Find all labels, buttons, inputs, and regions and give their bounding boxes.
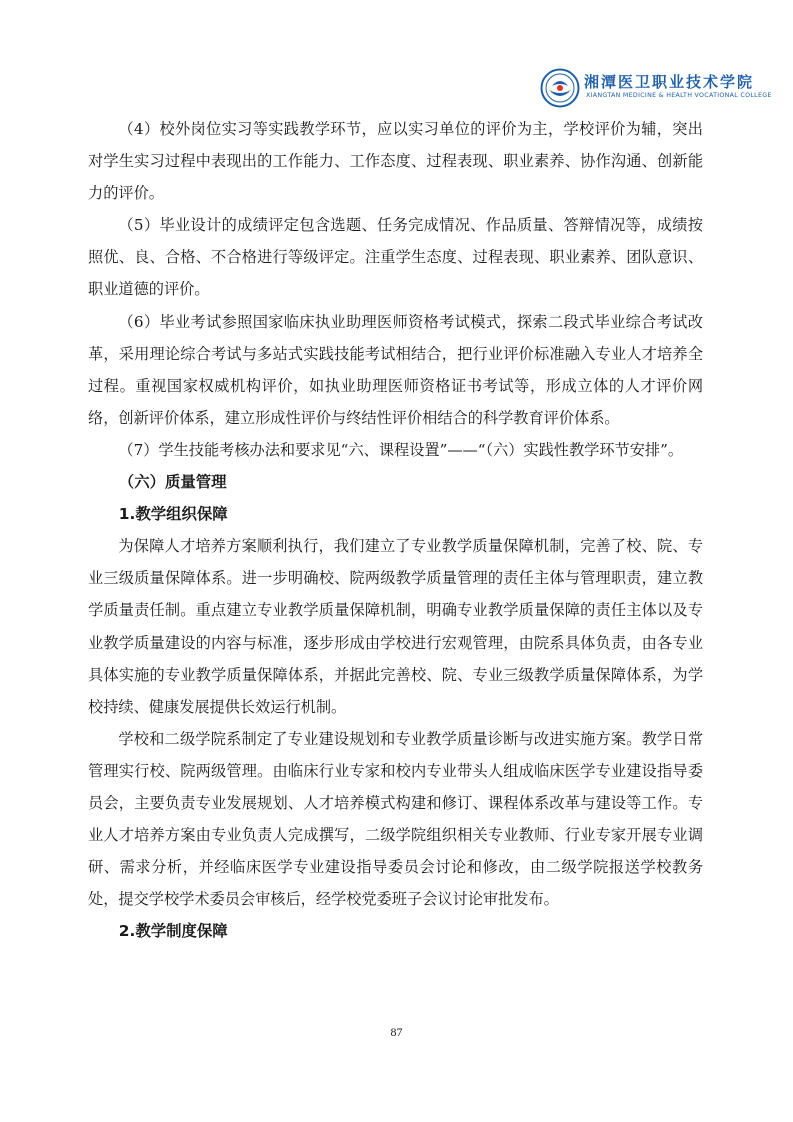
college-name-english: XIANGTAN MEDICINE & HEALTH VOCATIONAL COLLEGE bbox=[586, 92, 772, 99]
paragraph-6: （6）毕业考试参照国家临床执业助理医师资格考试模式，探索二段式毕业综合考试改革，采用理论综合考试与多站式实践技能考试相结合，把行业评价标准融入专业人才培养全过程。重视国家权威机构评价，如执业助理医师资格证书考试等，形成立体的人才评价网络，创新评价体系，建立形成性评价与终结性评价相结合的科学教育评价体系。 bbox=[88, 312, 703, 427]
subsection-heading-1: 1.教学组织保障 bbox=[118, 505, 228, 524]
college-name: 湘潭医卫职业技术学院 bbox=[584, 73, 755, 91]
college-emblem-icon bbox=[540, 68, 580, 108]
subsection-heading-2: 2.教学制度保障 bbox=[118, 922, 228, 941]
section-heading: （六）质量管理 bbox=[118, 473, 227, 492]
paragraph-7: （7）学生技能考核办法和要求见“六、课程设置”——“（六）实践性教学环节安排”。 bbox=[118, 440, 684, 459]
page-number: 87 bbox=[390, 1025, 403, 1039]
document-body bbox=[88, 113, 703, 947]
paragraph-4: （4）校外岗位实习等实践教学环节，应以实习单位的评价为主，学校评价为辅，突出对学生实习过程中表现出的工作能力、工作态度、过程表现、职业素养、协作沟通、创新能力的评价。 bbox=[88, 120, 703, 203]
paragraph-5: （5）毕业设计的成绩评定包含选题、任务完成情况、作品质量、答辩情况等，成绩按照优、良、合格、不合格进行等级评定。注重学生态度、过程表现、职业素养、团队意识、职业道德的评价。 bbox=[88, 216, 703, 299]
subsection-1-paragraph-1: 为保障人才培养方案顺利执行，我们建立了专业教学质量保障机制，完善了校、院、专业三级质量保障体系。进一步明确校、院两级教学质量管理的责任主体与管理职责，建立教学质量责任制。重点建立专业教学质量保障机制，明确专业教学质量保障的责任主体以及专业教学质量建设的内容与标准，逐步形成由学校进行宏观管理，由院系具体负责，由各专业具体实施的专业教学质量保障体系，并据此完善校、院、专业三级教学质量保障体系，为学校持续、健康发展提供长效运行机制。 bbox=[88, 537, 703, 716]
page-header bbox=[540, 68, 772, 108]
subsection-1-paragraph-2: 学校和二级学院系制定了专业建设规划和专业教学质量诊断与改进实施方案。教学日常管理实行校、院两级管理。由临床行业专家和校内专业带头人组成临床医学专业建设指导委员会，主要负责专业发展规划、人才培养模式构建和修订、课程体系改革与建设等工作。专业人才培养方案由专业负责人完成撰写，二级学院组织相关专业教师、行业专家开展专业调研、需求分析，并经临床医学专业建设指导委员会讨论和修改，由二级学院报送学校教务处，提交学校学术委员会审核后，经学校党委班子会议讨论审批发布。 bbox=[88, 729, 703, 909]
